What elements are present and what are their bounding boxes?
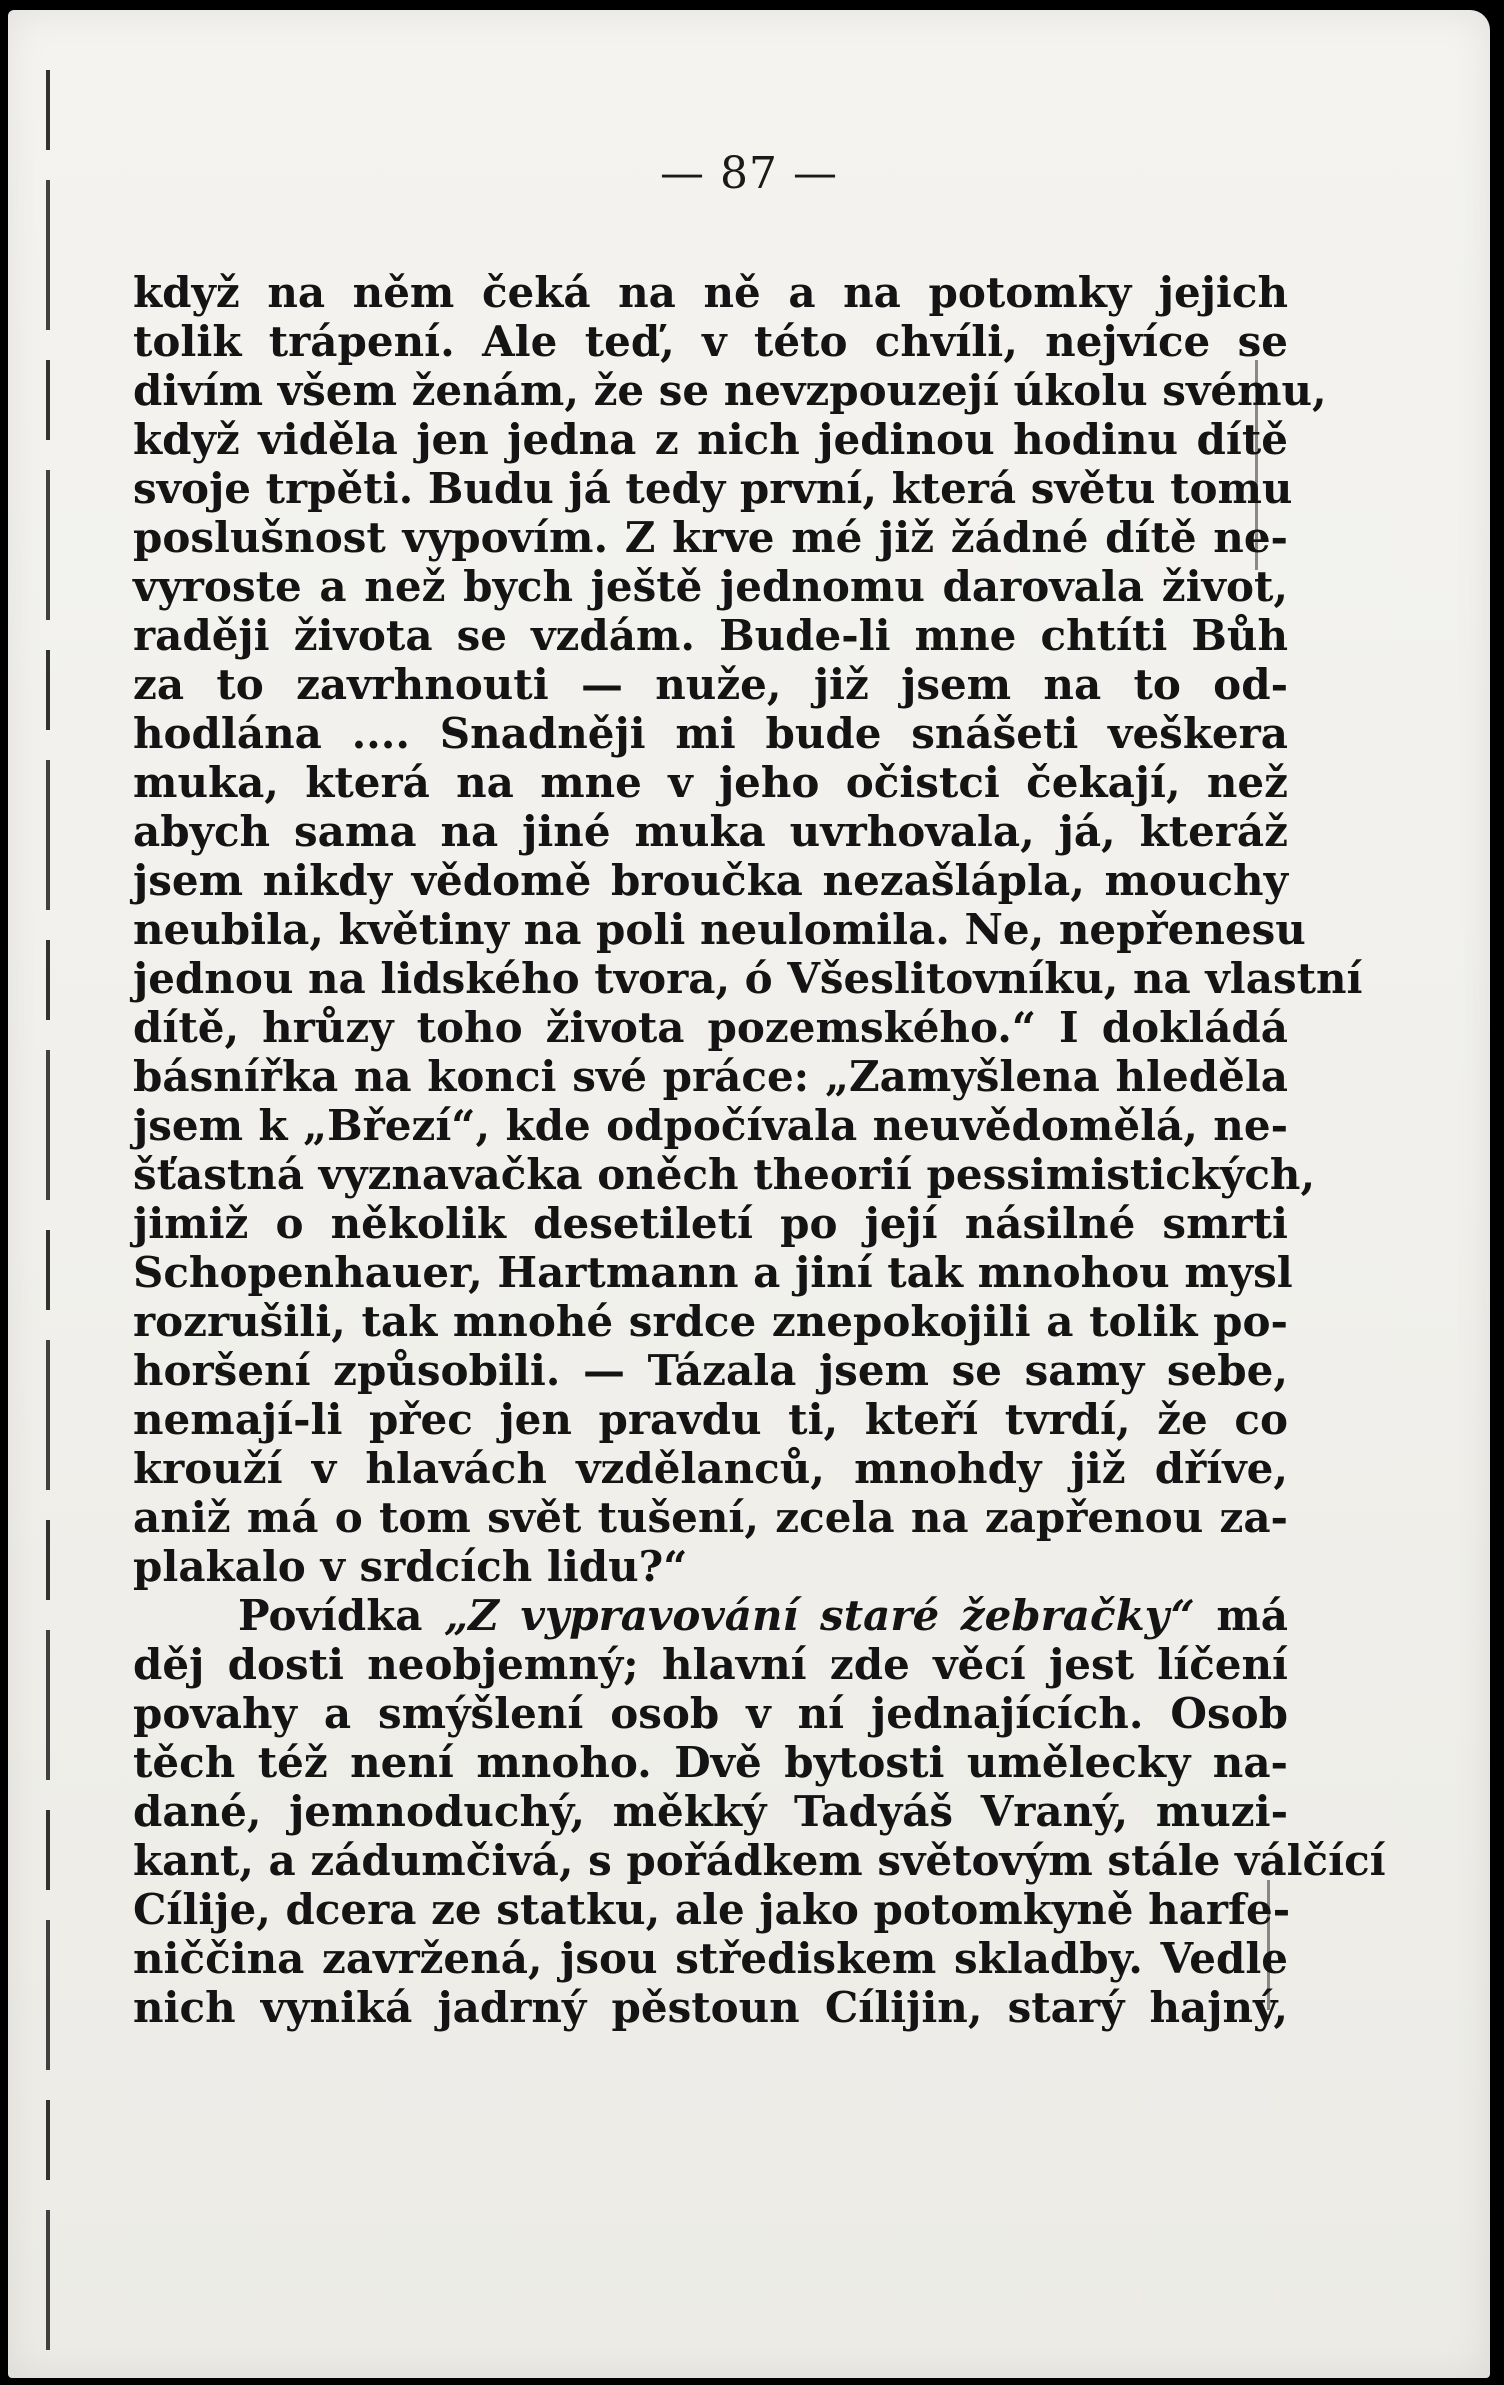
text-line: těch též není mnoho. Dvě bytosti umělecky na- — [133, 1738, 1288, 1787]
page-binding-edge — [46, 70, 50, 2350]
text-line: muka, která na mne v jeho očistci čekají, než — [133, 758, 1288, 807]
text-line: krouží v hlavách vzdělanců, mnohdy již dříve, — [133, 1444, 1288, 1493]
text-line: děj dosti neobjemný; hlavní zde věcí jest líčení — [133, 1640, 1288, 1689]
text-line: poslušnost vypovím. Z krve mé již žádné dítě ne- — [133, 513, 1288, 562]
text-line: jsem k „Březí“, kde odpočívala neuvědomělá, ne- — [133, 1101, 1288, 1150]
text-line: Cílije, dcera ze statku, ale jako potomkyně harfe- — [133, 1885, 1291, 1934]
text-line: vyroste a než bych ještě jednomu darovala život, — [133, 562, 1288, 611]
text-line: divím všem ženám, že se nevzpouzejí úkolu svému, — [133, 366, 1327, 415]
text-line: niččina zavržená, jsou střediskem skladby. Vedle — [133, 1934, 1288, 1983]
text-line: šťastná vyznavačka oněch theorií pessimistických, — [133, 1150, 1316, 1199]
page-number: — 87 — — [660, 148, 838, 199]
text-line: kant, a zádumčivá, s pořádkem světovým stále válčící — [133, 1836, 1386, 1885]
text-line: básnířka na konci své práce: „Zamyšlena hleděla — [133, 1052, 1288, 1101]
text-line: když na něm čeká na ně a na potomky jejich — [133, 268, 1288, 317]
text-line: rozrušili, tak mnohé srdce znepokojili a tolik po- — [133, 1297, 1288, 1346]
text-line: tolik trápení. Ale teď, v této chvíli, nejvíce se — [133, 317, 1288, 366]
text-line: Schopenhauer, Hartmann a jiní tak mnohou mysl — [133, 1248, 1293, 1297]
text-line: jsem nikdy vědomě broučka nezašlápla, mouchy — [133, 856, 1288, 905]
text-line: horšení způsobili. — Tázala jsem se samy sebe, — [133, 1346, 1288, 1395]
text-line: neubila, květiny na poli neulomila. Ne, nepřenesu — [133, 905, 1306, 954]
text-line: svoje trpěti. Budu já tedy první, která světu tomu — [133, 464, 1293, 513]
text-line: nemají-li přec jen pravdu ti, kteří tvrdí, že co — [133, 1395, 1288, 1444]
body-text — [133, 268, 1386, 2032]
text-line: jimiž o několik desetiletí po její násilné smrti — [133, 1199, 1288, 1248]
text-line: jednou na lidského tvora, ó Všeslitovníku, na vlastní — [133, 954, 1363, 1003]
text-line: aniž má o tom svět tušení, zcela na zapřenou za- — [133, 1493, 1288, 1542]
text-line: když viděla jen jedna z nich jedinou hodinu dítě — [133, 415, 1288, 464]
text-line: hodlána .... Snadněji mi bude snášeti veškera — [133, 709, 1288, 758]
book-page — [8, 10, 1490, 2378]
text-line: dítě, hrůzy toho života pozemského.“ I dokládá — [133, 1003, 1288, 1052]
text-line: povahy a smýšlení osob v ní jednajících. Osob — [133, 1689, 1288, 1738]
story-title: „Z vypravování staré žebračky“ — [444, 1591, 1195, 1640]
paragraph-lead-end: má — [1194, 1591, 1288, 1640]
paragraph-lead: Povídka — [238, 1591, 445, 1640]
text-line: plakalo v srdcích lidu?“ — [133, 1542, 688, 1591]
text-line: za to zavrhnouti — nuže, již jsem na to od- — [133, 660, 1288, 709]
text-line: abych sama na jiné muka uvrhovala, já, kteráž — [133, 807, 1288, 856]
text-line: dané, jemnoduchý, měkký Tadyáš Vraný, muzi- — [133, 1787, 1288, 1836]
text-line: nich vyniká jadrný pěstoun Cílijin, starý hajný, — [133, 1983, 1288, 2032]
text-line: raději života se vzdám. Bude-li mne chtíti Bůh — [133, 611, 1288, 660]
paragraph-start-line — [133, 1591, 1288, 1640]
